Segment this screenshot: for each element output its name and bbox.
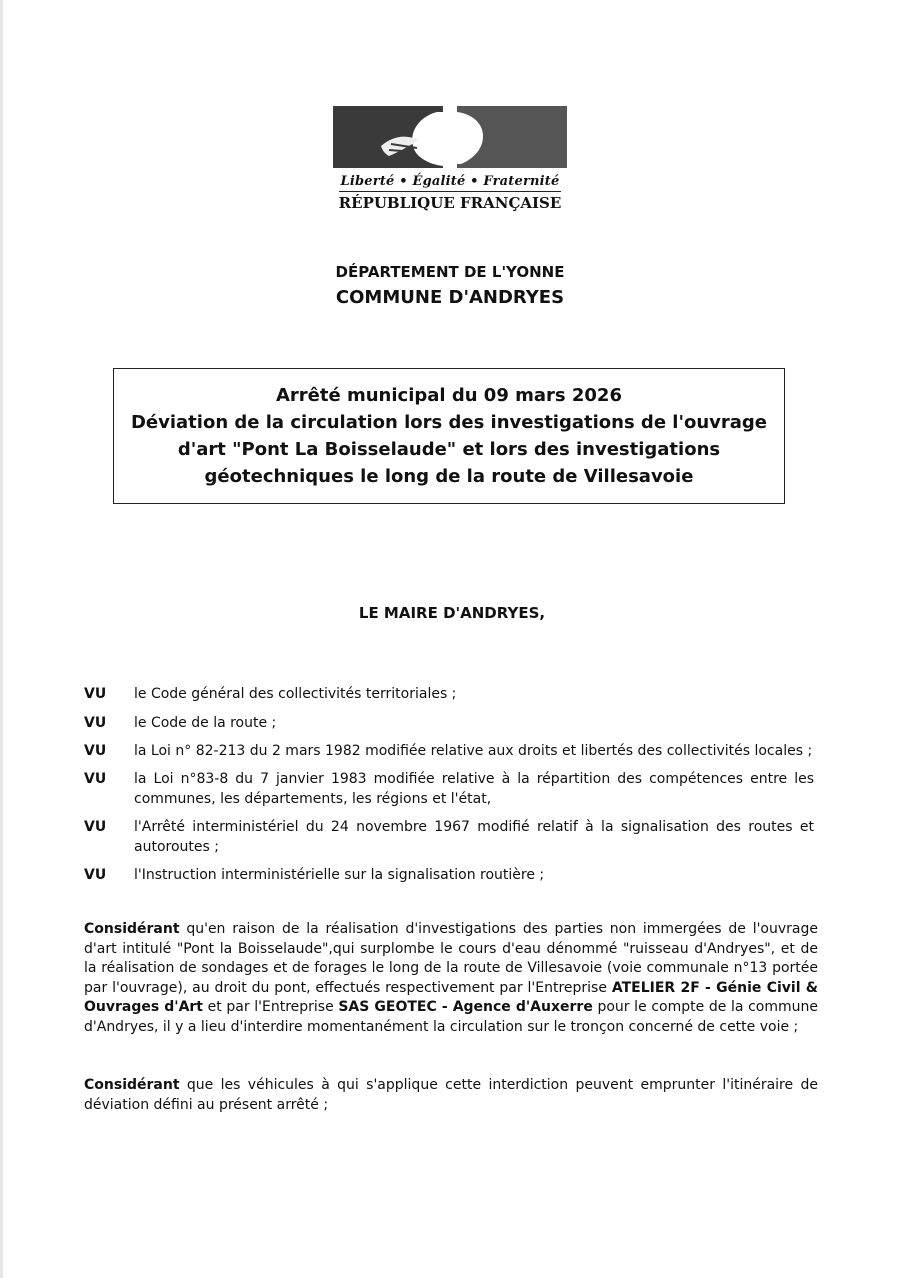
title-line-2: Déviation de la circulation lors des investigations de l'ouvrage [130, 412, 768, 433]
vu-tag: VU [84, 867, 107, 883]
considerant-paragraph-2 [84, 1076, 818, 1115]
vu-text: le Code général des collectivités territoriales ; [134, 686, 457, 702]
commune-label: COMMUNE D'ANDRYES [335, 287, 565, 308]
title-box [113, 368, 785, 504]
considerant-text: qu'en raison de la réalisation d'investigations des parties non immergées de l'ouvrage d'art intitulé "Pont la Boisselaude",qui surplombe le cours d'eau dénommé "ruisseau d'Andryes", et de la réalisation de sondages et de forages le long de la route de Villesavoie (voie communale n°13 portée par l'ouvrage), au droit du pont, effectués respectivement par l'Entreprise [84, 921, 818, 996]
vu-item [84, 684, 814, 704]
title-line-1: Arrêté municipal du 09 mars 2026 [276, 385, 622, 406]
scan-edge [0, 0, 3, 1278]
title-line-3: d'art "Pont La Boisselaude" et lors des investigations [177, 439, 721, 460]
considerant-text: que les véhicules à qui s'applique cette interdiction peuvent emprunter l'itinéraire de déviation défini au présent arrêté ; [84, 1077, 818, 1113]
vu-text: le Code de la route ; [134, 715, 277, 731]
marianne-logo [333, 106, 567, 168]
vu-item [84, 817, 814, 857]
vu-tag: VU [84, 819, 107, 835]
considerant-paragraph-1 [84, 920, 818, 1037]
mayor-heading: LE MAIRE D'ANDRYES, [358, 604, 546, 622]
title-line-4: géotechniques le long de la route de Villesavoie [204, 466, 694, 487]
vu-text: la Loi n°83-8 du 7 janvier 1983 modifiée relative à la répartition des compétences entre les communes, les départements, les régions et l'état, [134, 771, 814, 807]
motto: Liberté • Égalité • Fraternité [340, 174, 560, 189]
company-name: ATELIER 2F - Génie Civil & Ouvrages d'Art [84, 979, 818, 1015]
vu-tag: VU [84, 743, 107, 759]
vu-text: la Loi n° 82-213 du 2 mars 1982 modifiée relative aux droits et libertés des collectivités locales ; [134, 743, 813, 759]
company-name: SAS GEOTEC - Agence d'Auxerre [338, 999, 593, 1015]
considerant-text: pour le compte de la commune d'Andryes, il y a lieu d'interdire momentanément la circulation sur le tronçon concerné de cette voie ; [84, 999, 818, 1035]
vu-tag: VU [84, 771, 107, 787]
vu-item [84, 769, 814, 809]
department-label: DÉPARTEMENT DE L'YONNE [335, 263, 565, 281]
marianne-logo-block [330, 106, 570, 212]
vu-item [84, 741, 814, 761]
vu-tag: VU [84, 686, 107, 702]
considerant-text: et par l'Entreprise [203, 999, 339, 1015]
vu-item [84, 865, 814, 885]
republic-label: RÉPUBLIQUE FRANÇAISE [339, 191, 562, 212]
vu-text: l'Instruction interministérielle sur la signalisation routière ; [134, 867, 545, 883]
vu-text: l'Arrêté interministériel du 24 novembre 1967 modifié relatif à la signalisation des routes et autoroutes ; [134, 819, 814, 855]
vu-tag: VU [84, 715, 107, 731]
considerant-lead: Considérant [84, 921, 180, 937]
considerant-lead: Considérant [84, 1077, 180, 1093]
vu-item [84, 713, 814, 733]
